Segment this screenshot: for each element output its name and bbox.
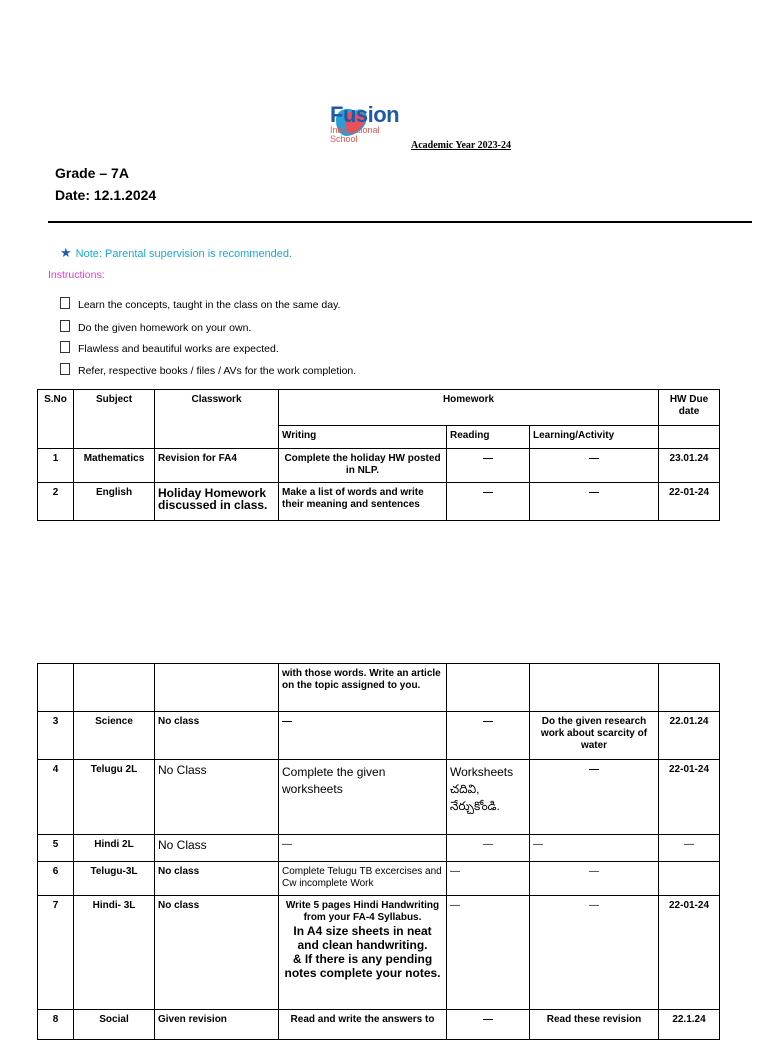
cell-classwork: No Class [155, 835, 279, 862]
cell-sno: 6 [38, 862, 74, 896]
date-title: Date: 12.1.2024 [55, 187, 157, 203]
instruction-text: Refer, respective books / files / AVs for the work completion. [78, 365, 357, 377]
table-row [38, 712, 720, 760]
grade-title: Grade – 7A [55, 165, 129, 181]
cell-writing: Complete the holiday HW posted in NLP. [279, 449, 447, 483]
divider-line [48, 221, 752, 223]
cell-reading [447, 760, 530, 835]
cell-subject: Science [74, 712, 155, 760]
cell-due: 22-01-24 [659, 760, 720, 835]
cell-subject: Telugu 2L [74, 760, 155, 835]
instruction-item [60, 297, 340, 311]
header-classwork: Classwork [155, 390, 279, 449]
instruction-text: Flawless and beautiful works are expected. [78, 343, 279, 355]
reading-line: Worksheets [450, 765, 514, 779]
cell-reading: — [447, 896, 530, 1010]
cell-writing: Make a list of words and write their meaning and sentences [279, 483, 447, 521]
table-row [38, 664, 720, 712]
cell-due: — [659, 835, 720, 862]
instruction-item [60, 320, 251, 334]
bullet-icon [60, 297, 70, 309]
bullet-icon [60, 363, 70, 375]
cell-writing: with those words. Write an article on the topic assigned to you. [279, 664, 447, 712]
cell-due [659, 664, 720, 712]
cell-sno: 4 [38, 760, 74, 835]
cell-due: 22.1.24 [659, 1010, 720, 1040]
cell-subject: Hindi 2L [74, 835, 155, 862]
cell-activity: Do the given research work about scarcity of water [530, 712, 659, 760]
cell-reading [447, 664, 530, 712]
cell-activity: — [530, 835, 659, 862]
bullet-icon [60, 341, 70, 353]
cell-due: 22.01.24 [659, 712, 720, 760]
header-homework: Homework [279, 390, 659, 426]
cell-classwork: Revision for FA4 [155, 449, 279, 483]
cell-sno: 7 [38, 896, 74, 1010]
table-row [38, 483, 720, 521]
cell-classwork: Holiday Homework discussed in class. [155, 483, 279, 521]
cell-due: 22-01-24 [659, 896, 720, 1010]
cell-writing: Complete Telugu TB excercises and Cw incomplete Work [279, 862, 447, 896]
cell-writing [279, 896, 447, 1010]
cell-writing: Complete the given worksheets [279, 760, 447, 835]
cell-reading: — [447, 862, 530, 896]
cell-reading: — [447, 1010, 530, 1040]
reading-line: చదివి, [450, 782, 480, 796]
reading-line: నేర్చుకోండి. [450, 799, 500, 813]
table-row [38, 835, 720, 862]
cell-subject: English [74, 483, 155, 521]
note-text: Note: Parental supervision is recommended. [75, 248, 293, 260]
writing-line: Write 5 pages Hindi Handwriting from your FA-4 Syllabus. [285, 900, 440, 923]
instruction-text: Do the given homework on your own. [78, 322, 252, 334]
cell-subject: Mathematics [74, 449, 155, 483]
star-icon: ★ [60, 245, 72, 260]
cell-activity: — [530, 760, 659, 835]
cell-classwork: No class [155, 712, 279, 760]
logo-sub-1: International [330, 125, 380, 135]
cell-reading: — [447, 712, 530, 760]
writing-line: & If there is any pending notes complete your notes. [284, 952, 441, 980]
cell-writing: Read and write the answers to [279, 1010, 447, 1040]
instructions-title: Instructions: [48, 269, 105, 281]
cell-due: 22-01-24 [659, 483, 720, 521]
cell-sno: 3 [38, 712, 74, 760]
cell-subject: Hindi- 3L [74, 896, 155, 1010]
cell-activity: — [530, 449, 659, 483]
homework-table-1 [37, 389, 720, 521]
cell-classwork [155, 664, 279, 712]
header-activity: Learning/Activity [530, 426, 659, 449]
cell-activity: Read these revision [530, 1010, 659, 1040]
cell-reading: — [447, 449, 530, 483]
instruction-item [60, 363, 356, 377]
table-row [38, 862, 720, 896]
cell-activity [530, 664, 659, 712]
instruction-item [60, 341, 279, 355]
cell-activity: — [530, 896, 659, 1010]
cell-classwork: No Class [155, 760, 279, 835]
cell-subject [74, 664, 155, 712]
logo-sub-2: School [330, 134, 358, 144]
cell-sno [38, 664, 74, 712]
logo-name: Fusion [330, 102, 400, 127]
table-row [38, 449, 720, 483]
cell-writing: — [279, 712, 447, 760]
header-subject: Subject [74, 390, 155, 449]
cell-activity: — [530, 483, 659, 521]
instruction-text: Learn the concepts, taught in the class on the same day. [78, 299, 341, 311]
cell-subject: Telugu-3L [74, 862, 155, 896]
cell-classwork: No class [155, 896, 279, 1010]
cell-due [659, 862, 720, 896]
header-reading: Reading [447, 426, 530, 449]
cell-sno: 5 [38, 835, 74, 862]
logo-text [330, 104, 399, 144]
parental-note [60, 245, 292, 261]
cell-activity: — [530, 862, 659, 896]
writing-line: In A4 size sheets in neat and clean handwriting. [293, 924, 432, 952]
table-row [38, 1010, 720, 1040]
cell-writing: — [279, 835, 447, 862]
table-row [38, 896, 720, 1010]
header-sno: S.No [38, 390, 74, 449]
header-writing: Writing [279, 426, 447, 449]
cell-due: 23.01.24 [659, 449, 720, 483]
bullet-icon [60, 320, 70, 332]
cell-sno: 1 [38, 449, 74, 483]
cell-subject: Social [74, 1010, 155, 1040]
cell-sno: 2 [38, 483, 74, 521]
cell-classwork: No class [155, 862, 279, 896]
academic-year: Academic Year 2023-24 [411, 140, 511, 151]
cell-reading: — [447, 483, 530, 521]
homework-table-2 [37, 663, 720, 1040]
header-empty [659, 426, 720, 449]
cell-sno: 8 [38, 1010, 74, 1040]
header-due-date: HW Due date [659, 390, 720, 426]
cell-reading: — [447, 835, 530, 862]
cell-classwork: Given revision [155, 1010, 279, 1040]
table-row [38, 760, 720, 835]
